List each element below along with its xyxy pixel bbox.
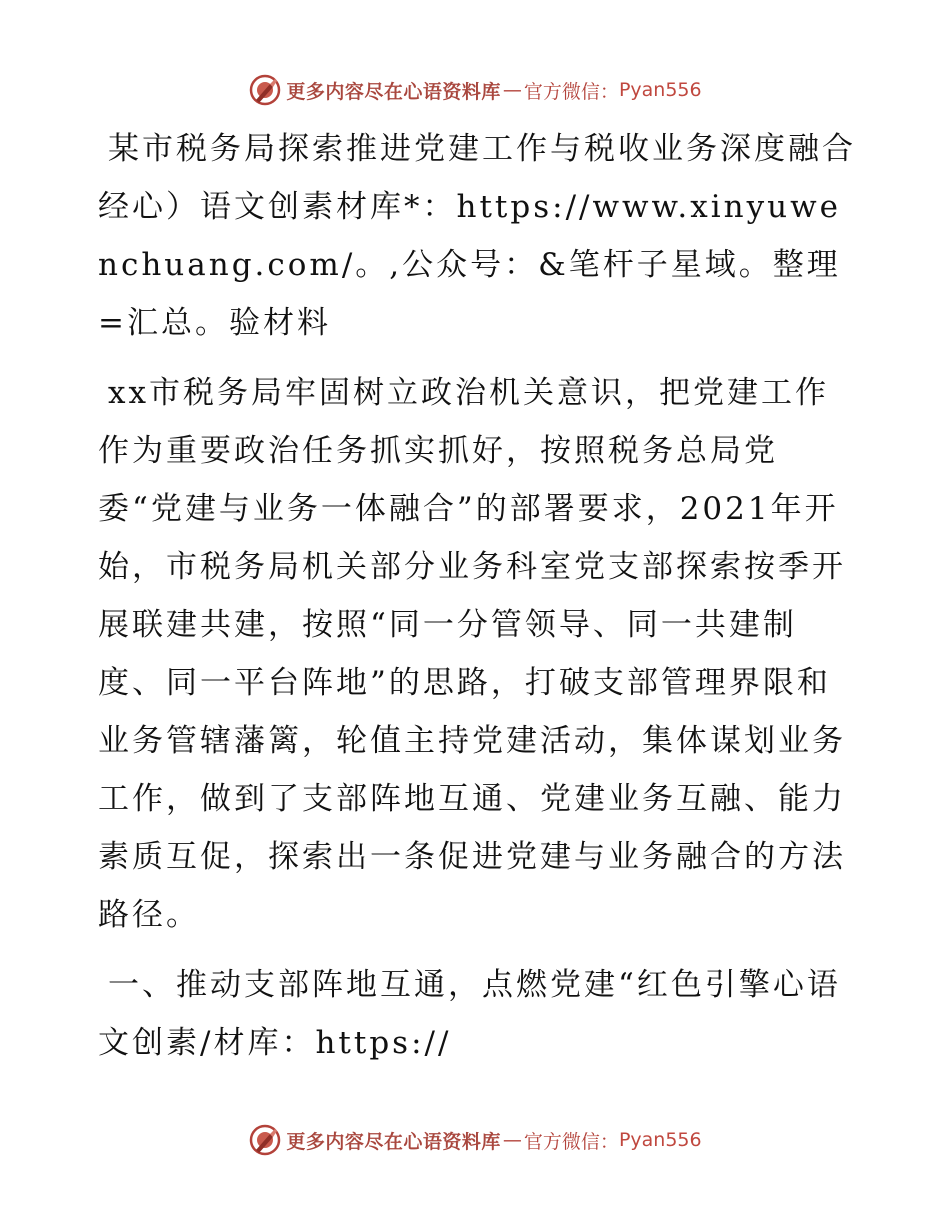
body-paragraph: xx市税务局牢固树立政治机关意识，把党建工作作为重要政治任务抓实抓好，按照税务总局党委“党建与业务一体融合”的部署要求，2021年开始，市税务局机关部分业务科室党支部探索按季开展联建共建，按照“同一分管领导、同一共建制度、同一平台阵地”的思路，打破支部管理界限和业务管辖藩篱，轮值主持党建活动，集体谋划业务工作，做到了支部阵地互通、党建业务互融、能力素质互促，探索出一条促进党建与业务融合的方法路径。 bbox=[98, 375, 846, 933]
watermark-wechat-id: Pyan556 bbox=[618, 1129, 702, 1151]
watermark-text: 更多内容尽在心语资料库 bbox=[286, 80, 501, 103]
document-body bbox=[98, 120, 858, 1084]
watermark-dash: — bbox=[502, 1129, 522, 1151]
footer-watermark bbox=[0, 1120, 950, 1160]
watermark-wechat-id: Pyan556 bbox=[618, 79, 702, 101]
watermark-dash: — bbox=[502, 79, 522, 101]
document-title-paragraph: 某市税务局探索推进党建工作与税收业务深度融合经心）语文创素材库*：https://www.xinyuwenchuang.com/。,公众号：&笔杆子星域。整理=汇总。验材料 bbox=[98, 131, 856, 341]
pen-logo-icon bbox=[248, 1123, 282, 1157]
pen-logo-icon bbox=[248, 73, 282, 107]
section-heading-paragraph: 一、推动支部阵地互通，点燃党建“红色引擎心语文创素/材库：https:// bbox=[98, 967, 841, 1061]
header-watermark bbox=[0, 70, 950, 110]
watermark-wechat-label: 官方微信： bbox=[523, 80, 619, 103]
watermark-wechat-label: 官方微信： bbox=[523, 1130, 619, 1153]
watermark-text: 更多内容尽在心语资料库 bbox=[286, 1130, 501, 1153]
